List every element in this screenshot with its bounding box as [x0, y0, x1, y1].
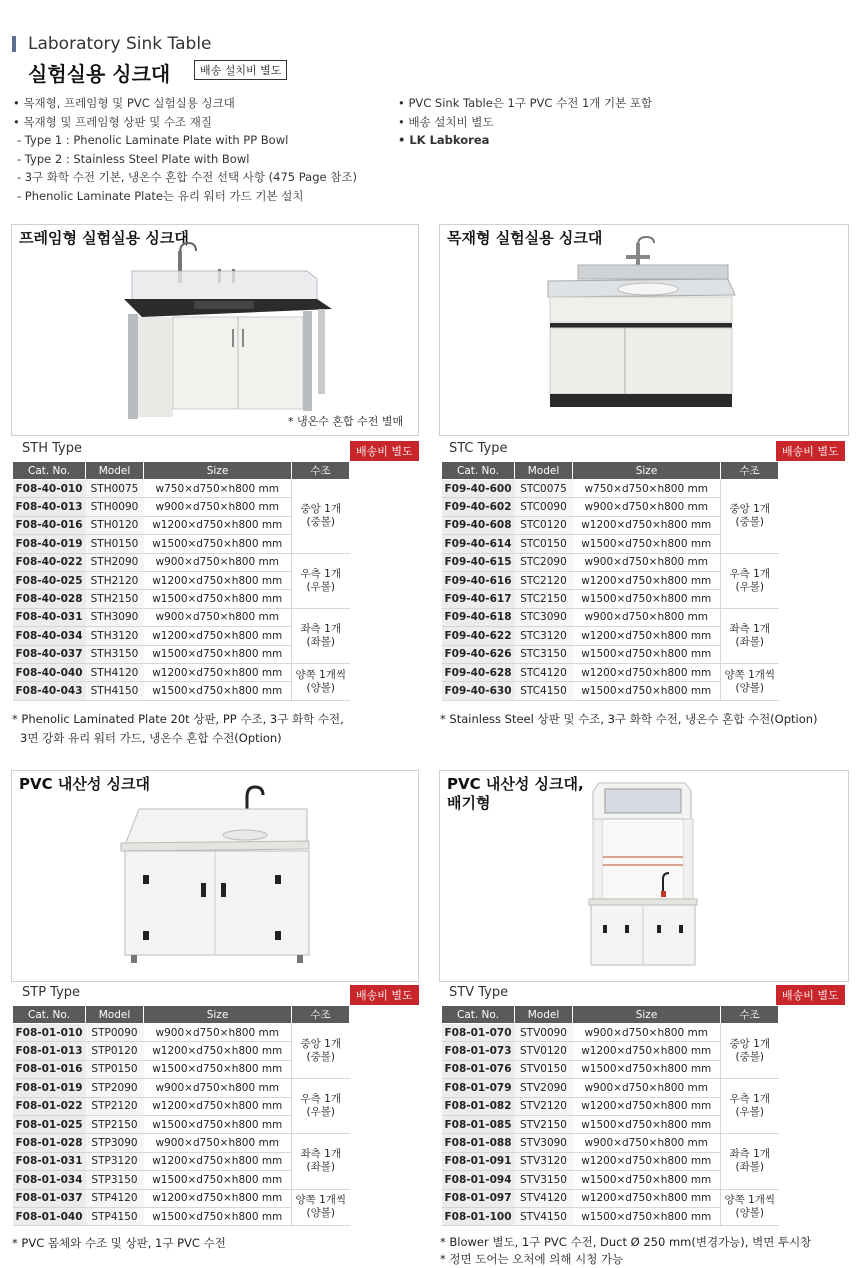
column-header: 수조 [292, 462, 350, 480]
faucet-line: (중볼) [306, 516, 335, 529]
faucet-cell [721, 1079, 779, 1134]
size-cell: w1500×d750×h800 mm [144, 1207, 292, 1225]
intro-line: • LK Labkorea [398, 133, 490, 147]
sth-title: 프레임형 실험실용 싱크대 [19, 229, 189, 247]
sth-type: STH Type [22, 441, 82, 456]
cat-no-cell: F08-01-073 [442, 1042, 515, 1060]
cat-no-cell: F08-01-016 [13, 1060, 86, 1078]
cat-no-cell: F08-01-031 [13, 1152, 86, 1170]
table-header-row [13, 1006, 350, 1024]
model-cell: STV3150 [515, 1171, 573, 1189]
model-cell: STC3150 [515, 645, 573, 663]
size-cell: w1200×d750×h800 mm [144, 663, 292, 681]
model-cell: STH0075 [86, 480, 144, 498]
column-header: Cat. No. [13, 1006, 86, 1024]
faucet-line: (중볼) [735, 1051, 764, 1064]
table-row [13, 480, 350, 498]
size-cell: w1500×d750×h800 mm [144, 1115, 292, 1133]
column-header: 수조 [292, 1006, 350, 1024]
model-cell: STP2090 [86, 1079, 144, 1097]
intro-left [13, 94, 357, 205]
model-cell: STH3090 [86, 608, 144, 626]
faucet-line: (중볼) [735, 516, 764, 529]
cat-no-cell: F08-40-019 [13, 535, 86, 553]
sth-badge: 배송비 별도 [350, 441, 419, 461]
sth-note: * 냉온수 혼합 수전 별매 [288, 415, 404, 428]
cat-no-cell: F08-01-097 [442, 1189, 515, 1207]
table-row [442, 1024, 779, 1042]
cat-no-cell: F08-01-022 [13, 1097, 86, 1115]
faucet-cell [721, 1134, 779, 1189]
faucet-cell [292, 480, 350, 554]
model-cell: STH2150 [86, 590, 144, 608]
cat-no-cell: F08-01-037 [13, 1189, 86, 1207]
model-cell: STH4120 [86, 663, 144, 681]
faucet-line: 중앙 1개 [729, 503, 770, 516]
model-cell: STC0090 [515, 498, 573, 516]
model-cell: STV0120 [515, 1042, 573, 1060]
column-header: Cat. No. [442, 462, 515, 480]
cat-no-cell: F09-40-615 [442, 553, 515, 571]
faucet-line: 양쪽 1개씩 [724, 668, 776, 681]
table-header-row [442, 1006, 779, 1024]
model-cell: STP0150 [86, 1060, 144, 1078]
stv-title [447, 775, 584, 813]
model-cell: STH0150 [86, 535, 144, 553]
faucet-line: (우볼) [735, 580, 764, 593]
cat-no-cell: F08-40-010 [13, 480, 86, 498]
size-cell: w900×d750×h800 mm [144, 1079, 292, 1097]
faucet-line: 양쪽 1개씩 [295, 1194, 347, 1207]
faucet-cell [721, 608, 779, 663]
cat-no-cell: F08-40-022 [13, 553, 86, 571]
cat-no-cell: F08-40-016 [13, 516, 86, 534]
faucet-line: 좌측 1개 [300, 622, 341, 635]
cat-no-cell: F08-01-082 [442, 1097, 515, 1115]
sth-footnote [12, 710, 344, 748]
table-row [13, 1024, 350, 1042]
stv-sink-image [585, 779, 700, 975]
cat-no-cell: F08-01-100 [442, 1207, 515, 1225]
model-cell: STP2120 [86, 1097, 144, 1115]
faucet-cell [721, 553, 779, 608]
model-cell: STC4150 [515, 682, 573, 700]
faucet-line: 좌측 1개 [729, 1148, 770, 1161]
stp-footnote [12, 1234, 226, 1253]
stp-panel [11, 770, 419, 982]
model-cell: STC4120 [515, 663, 573, 681]
size-cell: w1200×d750×h800 mm [573, 1189, 721, 1207]
size-cell: w900×d750×h800 mm [573, 1079, 721, 1097]
model-cell: STV3120 [515, 1152, 573, 1170]
size-cell: w900×d750×h800 mm [144, 1024, 292, 1042]
stc-type: STC Type [449, 441, 508, 456]
faucet-line: (좌볼) [306, 635, 335, 648]
model-cell: STC0150 [515, 535, 573, 553]
footnote-line: 3면 강화 유리 워터 가드, 냉온수 혼합 수전(Option) [20, 731, 282, 745]
model-cell: STH2090 [86, 553, 144, 571]
size-cell: w1500×d750×h800 mm [573, 645, 721, 663]
model-cell: STP3090 [86, 1134, 144, 1152]
size-cell: w750×d750×h800 mm [144, 480, 292, 498]
size-cell: w1500×d750×h800 mm [573, 1115, 721, 1133]
size-cell: w1500×d750×h800 mm [144, 535, 292, 553]
size-cell: w1200×d750×h800 mm [573, 663, 721, 681]
faucet-line: (양볼) [735, 1207, 764, 1220]
stv-panel [439, 770, 849, 982]
page-title-ko: 실험실용 싱크대 [28, 62, 171, 86]
size-cell: w900×d750×h800 mm [573, 553, 721, 571]
faucet-line: 우측 1개 [300, 1093, 341, 1106]
sth-panel [11, 224, 419, 436]
cat-no-cell: F09-40-616 [442, 571, 515, 589]
size-cell: w1200×d750×h800 mm [144, 1189, 292, 1207]
shipping-tag: 배송 설치비 별도 [194, 60, 287, 80]
faucet-line: 양쪽 1개씩 [295, 668, 347, 681]
stv-table [441, 1005, 779, 1226]
model-cell: STC3090 [515, 608, 573, 626]
cat-no-cell: F08-01-088 [442, 1134, 515, 1152]
model-cell: STC0120 [515, 516, 573, 534]
intro-line: - Type 1 : Phenolic Laminate Plate with PP Bowl [17, 133, 289, 147]
faucet-line: 우측 1개 [729, 567, 770, 580]
faucet-line: (양볼) [735, 681, 764, 694]
model-cell: STP4120 [86, 1189, 144, 1207]
stc-footnote [440, 710, 818, 729]
table-header-row [13, 462, 350, 480]
column-header: Model [86, 1006, 144, 1024]
model-cell: STV2150 [515, 1115, 573, 1133]
model-cell: STP0120 [86, 1042, 144, 1060]
cat-no-cell: F09-40-618 [442, 608, 515, 626]
table-row [13, 663, 350, 681]
size-cell: w1500×d750×h800 mm [144, 1171, 292, 1189]
cat-no-cell: F09-40-628 [442, 663, 515, 681]
table-row [13, 1134, 350, 1152]
stv-title-line: PVC 내산성 싱크대, [447, 775, 584, 793]
sth-sink-image [122, 239, 337, 424]
cat-no-cell: F08-40-025 [13, 571, 86, 589]
faucet-cell [292, 1134, 350, 1189]
model-cell: STP4150 [86, 1207, 144, 1225]
faucet-line: 양쪽 1개씩 [724, 1194, 776, 1207]
column-header: Cat. No. [442, 1006, 515, 1024]
model-cell: STP0090 [86, 1024, 144, 1042]
column-header: Model [86, 462, 144, 480]
faucet-cell [292, 1189, 350, 1226]
intro-line: • PVC Sink Table은 1구 PVC 수전 1개 기본 포함 [398, 96, 653, 110]
cat-no-cell: F08-01-094 [442, 1171, 515, 1189]
model-cell: STV0090 [515, 1024, 573, 1042]
sth-table [12, 461, 350, 701]
size-cell: w900×d750×h800 mm [573, 1024, 721, 1042]
cat-no-cell: F08-01-076 [442, 1060, 515, 1078]
size-cell: w900×d750×h800 mm [144, 498, 292, 516]
stp-table [12, 1005, 350, 1226]
model-cell: STH3150 [86, 645, 144, 663]
model-cell: STH0090 [86, 498, 144, 516]
intro-line: - Type 2 : Stainless Steel Plate with Bowl [17, 151, 250, 166]
faucet-line: 좌측 1개 [300, 1148, 341, 1161]
size-cell: w1500×d750×h800 mm [573, 1207, 721, 1225]
faucet-line: (중볼) [306, 1051, 335, 1064]
faucet-cell [292, 663, 350, 700]
size-cell: w1500×d750×h800 mm [144, 682, 292, 700]
size-cell: w1200×d750×h800 mm [573, 571, 721, 589]
stc-sink-image [540, 235, 740, 425]
cat-no-cell: F08-40-028 [13, 590, 86, 608]
faucet-cell [721, 1024, 779, 1079]
model-cell: STC2120 [515, 571, 573, 589]
table-row [13, 553, 350, 571]
faucet-line: (우볼) [735, 1106, 764, 1119]
faucet-cell [292, 1024, 350, 1079]
size-cell: w1200×d750×h800 mm [573, 1042, 721, 1060]
stc-table [441, 461, 779, 701]
table-row [442, 553, 779, 571]
column-header: Cat. No. [13, 462, 86, 480]
footnote-line: * Phenolic Laminated Plate 20t 상판, PP 수조, 3구 화학 수전, [12, 712, 344, 726]
faucet-line: 우측 1개 [300, 567, 341, 580]
table-row [442, 608, 779, 626]
cat-no-cell: F08-01-091 [442, 1152, 515, 1170]
cat-no-cell: F08-01-070 [442, 1024, 515, 1042]
column-header: 수조 [721, 1006, 779, 1024]
faucet-line: 중앙 1개 [729, 1038, 770, 1051]
cat-no-cell: F09-40-602 [442, 498, 515, 516]
model-cell: STC0075 [515, 480, 573, 498]
footnote-line: * Blower 별도, 1구 PVC 수전, Duct Ø 250 mm(변경가능), 벽면 투시창 [440, 1235, 812, 1249]
model-cell: STH3120 [86, 627, 144, 645]
table-row [13, 608, 350, 626]
intro-line: - Phenolic Laminate Plate는 유리 워터 가드 기본 설치 [17, 188, 304, 203]
size-cell: w900×d750×h800 mm [144, 608, 292, 626]
size-cell: w1200×d750×h800 mm [144, 571, 292, 589]
size-cell: w1200×d750×h800 mm [573, 627, 721, 645]
cat-no-cell: F09-40-626 [442, 645, 515, 663]
faucet-line: (우볼) [306, 1106, 335, 1119]
model-cell: STH0120 [86, 516, 144, 534]
cat-no-cell: F09-40-617 [442, 590, 515, 608]
faucet-cell [721, 663, 779, 700]
cat-no-cell: F08-01-079 [442, 1079, 515, 1097]
size-cell: w1200×d750×h800 mm [573, 1097, 721, 1115]
footnote-line: * Stainless Steel 상판 및 수조, 3구 화학 수전, 냉온수 혼합 수전(Option) [440, 712, 818, 726]
cat-no-cell: F08-40-031 [13, 608, 86, 626]
cat-no-cell: F08-01-085 [442, 1115, 515, 1133]
cat-no-cell: F08-40-013 [13, 498, 86, 516]
cat-no-cell: F08-01-013 [13, 1042, 86, 1060]
column-header: Size [144, 462, 292, 480]
table-row [13, 1189, 350, 1207]
stc-badge: 배송비 별도 [776, 441, 845, 461]
intro-line: • 배송 설치비 별도 [398, 114, 494, 129]
model-cell: STC2150 [515, 590, 573, 608]
size-cell: w1500×d750×h800 mm [573, 682, 721, 700]
model-cell: STV0150 [515, 1060, 573, 1078]
model-cell: STP2150 [86, 1115, 144, 1133]
footnote-line: * PVC 몸체와 수조 및 상판, 1구 PVC 수전 [12, 1236, 226, 1250]
cat-no-cell: F08-40-034 [13, 627, 86, 645]
stp-type: STP Type [22, 985, 81, 1000]
size-cell: w1200×d750×h800 mm [144, 627, 292, 645]
cat-no-cell: F08-40-040 [13, 663, 86, 681]
faucet-line: 좌측 1개 [729, 622, 770, 635]
stp-sink-image [117, 783, 317, 973]
model-cell: STP3150 [86, 1171, 144, 1189]
header-accent-bar [12, 36, 16, 52]
faucet-cell [292, 553, 350, 608]
column-header: Model [515, 1006, 573, 1024]
table-row [13, 1079, 350, 1097]
cat-no-cell: F08-01-040 [13, 1207, 86, 1225]
faucet-line: (좌볼) [735, 635, 764, 648]
model-cell: STV3090 [515, 1134, 573, 1152]
cat-no-cell: F09-40-614 [442, 535, 515, 553]
model-cell: STP3120 [86, 1152, 144, 1170]
footnote-line: * 정면 도어는 오처에 의해 시청 가능 [440, 1252, 624, 1266]
size-cell: w900×d750×h800 mm [573, 498, 721, 516]
faucet-cell [721, 480, 779, 554]
cat-no-cell: F08-01-010 [13, 1024, 86, 1042]
intro-line: - 3구 화학 수전 기본, 냉온수 혼합 수전 선택 사항 (475 Page 참조) [17, 170, 357, 184]
model-cell: STH2120 [86, 571, 144, 589]
model-cell: STH4150 [86, 682, 144, 700]
size-cell: w1200×d750×h800 mm [573, 516, 721, 534]
size-cell: w1200×d750×h800 mm [144, 516, 292, 534]
size-cell: w1500×d750×h800 mm [144, 1060, 292, 1078]
size-cell: w750×d750×h800 mm [573, 480, 721, 498]
model-cell: STV2090 [515, 1079, 573, 1097]
cat-no-cell: F09-40-600 [442, 480, 515, 498]
model-cell: STV4150 [515, 1207, 573, 1225]
size-cell: w900×d750×h800 mm [573, 608, 721, 626]
stv-title-line: 배기형 [447, 794, 491, 812]
cat-no-cell: F09-40-622 [442, 627, 515, 645]
cat-no-cell: F08-01-028 [13, 1134, 86, 1152]
faucet-line: (양볼) [306, 1207, 335, 1220]
size-cell: w1200×d750×h800 mm [144, 1042, 292, 1060]
cat-no-cell: F08-40-043 [13, 682, 86, 700]
faucet-cell [721, 1189, 779, 1226]
size-cell: w900×d750×h800 mm [573, 1134, 721, 1152]
size-cell: w1500×d750×h800 mm [573, 535, 721, 553]
size-cell: w1200×d750×h800 mm [144, 1097, 292, 1115]
model-cell: STV2120 [515, 1097, 573, 1115]
stp-badge: 배송비 별도 [350, 985, 419, 1005]
cat-no-cell: F08-01-019 [13, 1079, 86, 1097]
model-cell: STC3120 [515, 627, 573, 645]
model-cell: STV4120 [515, 1189, 573, 1207]
column-header: Size [144, 1006, 292, 1024]
faucet-line: 중앙 1개 [300, 1038, 341, 1051]
table-row [442, 1079, 779, 1097]
table-row [442, 663, 779, 681]
cat-no-cell: F08-01-034 [13, 1171, 86, 1189]
faucet-line: 우측 1개 [729, 1093, 770, 1106]
size-cell: w1500×d750×h800 mm [573, 1171, 721, 1189]
faucet-line: (양볼) [306, 681, 335, 694]
stp-title: PVC 내산성 싱크대 [19, 775, 150, 793]
size-cell: w1500×d750×h800 mm [144, 645, 292, 663]
intro-line: • 목재형 및 프레임형 상판 및 수조 재질 [13, 114, 213, 129]
cat-no-cell: F09-40-608 [442, 516, 515, 534]
size-cell: w1200×d750×h800 mm [573, 1152, 721, 1170]
stc-panel [439, 224, 849, 436]
page-title-en: Laboratory Sink Table [28, 34, 212, 54]
cat-no-cell: F08-01-025 [13, 1115, 86, 1133]
cat-no-cell: F09-40-630 [442, 682, 515, 700]
column-header: Model [515, 462, 573, 480]
faucet-line: (우볼) [306, 580, 335, 593]
table-row [442, 480, 779, 498]
intro-right [398, 94, 652, 150]
size-cell: w900×d750×h800 mm [144, 1134, 292, 1152]
faucet-line: (좌볼) [306, 1161, 335, 1174]
size-cell: w1500×d750×h800 mm [573, 1060, 721, 1078]
faucet-cell [292, 1079, 350, 1134]
cat-no-cell: F08-40-037 [13, 645, 86, 663]
stv-type: STV Type [449, 985, 509, 1000]
faucet-line: (좌볼) [735, 1161, 764, 1174]
size-cell: w900×d750×h800 mm [144, 553, 292, 571]
table-header-row [442, 462, 779, 480]
column-header: 수조 [721, 462, 779, 480]
size-cell: w1500×d750×h800 mm [573, 590, 721, 608]
stv-badge: 배송비 별도 [776, 985, 845, 1005]
size-cell: w1200×d750×h800 mm [144, 1152, 292, 1170]
stc-title: 목재형 실험실용 싱크대 [447, 229, 603, 247]
size-cell: w1500×d750×h800 mm [144, 590, 292, 608]
faucet-line: 중앙 1개 [300, 503, 341, 516]
intro-line: • 목재형, 프레임형 및 PVC 실험실용 싱크대 [13, 96, 235, 110]
model-cell: STC2090 [515, 553, 573, 571]
column-header: Size [573, 1006, 721, 1024]
table-row [442, 1134, 779, 1152]
table-row [442, 1189, 779, 1207]
faucet-cell [292, 608, 350, 663]
column-header: Size [573, 462, 721, 480]
